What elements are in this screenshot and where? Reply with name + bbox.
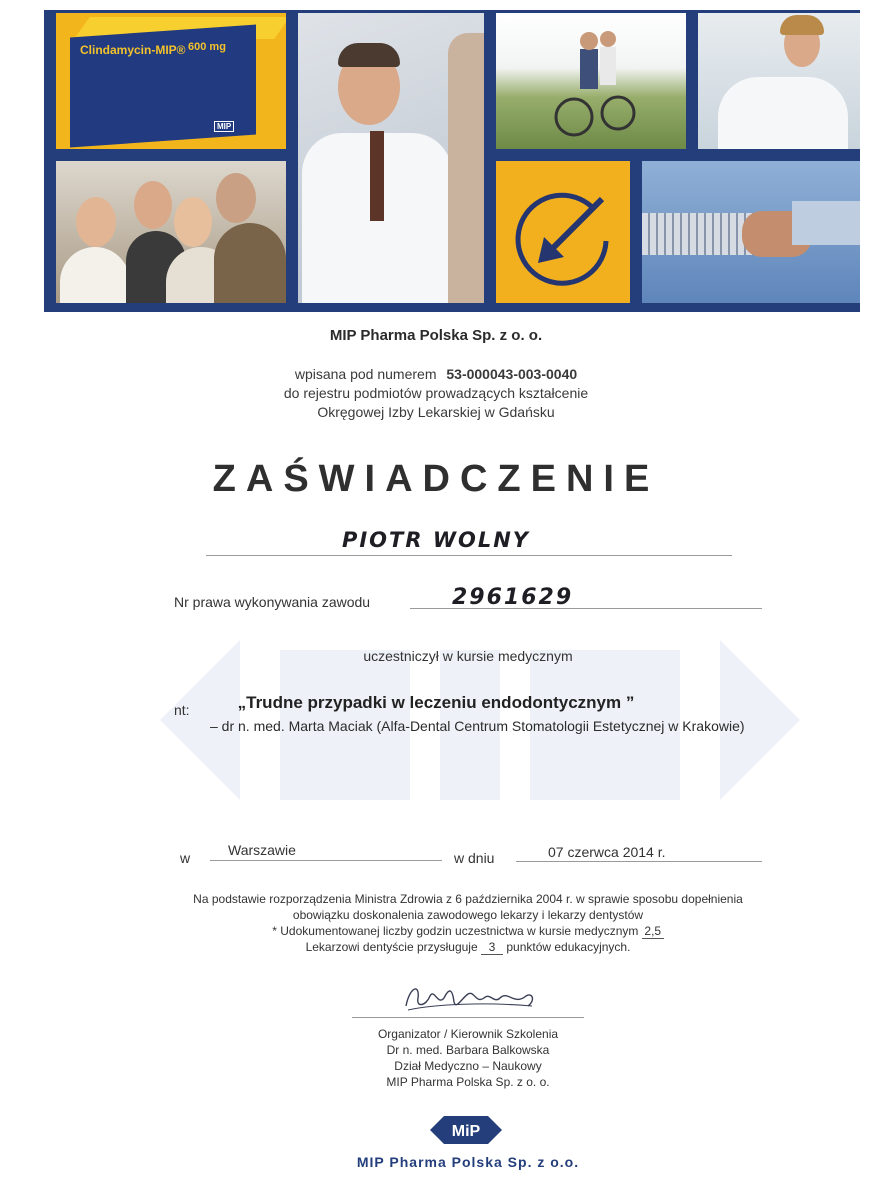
course-lecturer: – dr n. med. Marta Maciak (Alfa-Dental Centrum Stomatologii Estetycznej w Krakowie) (210, 718, 745, 734)
photo-banner (44, 10, 860, 312)
signatory-name: Dr n. med. Barbara Balkowska (386, 1043, 550, 1057)
registry-prefix: wpisana pod numerem (294, 366, 437, 382)
course-title: „Trudne przypadki w leczeniu endodontycznym ” (237, 693, 635, 712)
registry-number-line (0, 366, 872, 382)
signatory-company: MIP Pharma Polska Sp. z o. o. (386, 1075, 550, 1089)
points-suffix: punktów edukacyjnych. (506, 940, 631, 954)
hours-text: * Udokumentowanej liczby godzin uczestnictwa w kursie medycznym (272, 924, 639, 938)
hours-line (0, 924, 872, 939)
signatory-department: Dział Medyczno – Naukowy (394, 1059, 542, 1073)
license-number: 2961629 (452, 585, 574, 610)
legal-line-1: Na podstawie rozporządzenia Ministra Zdrowia z 6 października 2004 r. w sprawie sposobu dopełnienia (193, 892, 743, 906)
license-label: Nr prawa wykonywania zawodu (174, 594, 371, 610)
mip-logo-icon (430, 1110, 502, 1150)
place-value: Warszawie (228, 842, 296, 858)
topic-label: nt: (174, 702, 190, 718)
package-logo: MIP (214, 121, 234, 132)
registry-line-2: do rejestru podmiotów prowadzących kształcenie (283, 385, 589, 401)
date-value: 07 czerwca 2014 r. (548, 844, 666, 860)
participated-text: uczestniczył w kursie medycznym (363, 648, 573, 664)
doctor-photo (298, 13, 484, 303)
participant-name-line (206, 555, 732, 556)
license-line (410, 608, 762, 609)
arrow-tile (496, 161, 630, 303)
signature-line (352, 1017, 584, 1018)
points-line (0, 940, 872, 955)
signatory-role: Organizator / Kierownik Szkolenia (377, 1027, 559, 1041)
package-name: Clindamycin-MIP® (80, 43, 186, 57)
group-people-photo (56, 161, 286, 303)
laboratory-photo (698, 13, 860, 149)
cyclists-photo (496, 13, 686, 149)
place-label: w (180, 850, 191, 866)
points-prefix: Lekarzowi dentyście przysługuje (305, 940, 478, 954)
hours-value: 2,5 (642, 924, 664, 939)
bicycle-icon (496, 13, 686, 149)
package-dose: 600 mg (188, 41, 226, 53)
points-value: 3 (481, 940, 503, 955)
participant-name: PIOTR WOLNY (341, 528, 531, 552)
organization-name: MIP Pharma Polska Sp. z o. o. (329, 327, 543, 344)
date-label: w dniu (454, 850, 495, 866)
handshake-photo (642, 161, 860, 303)
registry-number: 53-000043-003-0040 (446, 366, 578, 382)
logo-text: MiP (451, 1123, 481, 1140)
medicine-package-photo (56, 13, 286, 149)
footer-company-name: MIP Pharma Polska Sp. z o.o. (356, 1154, 580, 1170)
certificate-title: ZAŚWIADCZENIE (212, 458, 660, 500)
legal-line-2: obowiązku doskonalenia zawodowego lekarzy i lekarzy dentystów (292, 908, 644, 922)
registry-line-3: Okręgowej Izby Lekarskiej w Gdańsku (317, 404, 555, 420)
date-line (516, 861, 762, 862)
arrow-circle-icon (510, 185, 614, 289)
place-line (210, 860, 442, 861)
handwritten-signature (396, 976, 546, 1018)
